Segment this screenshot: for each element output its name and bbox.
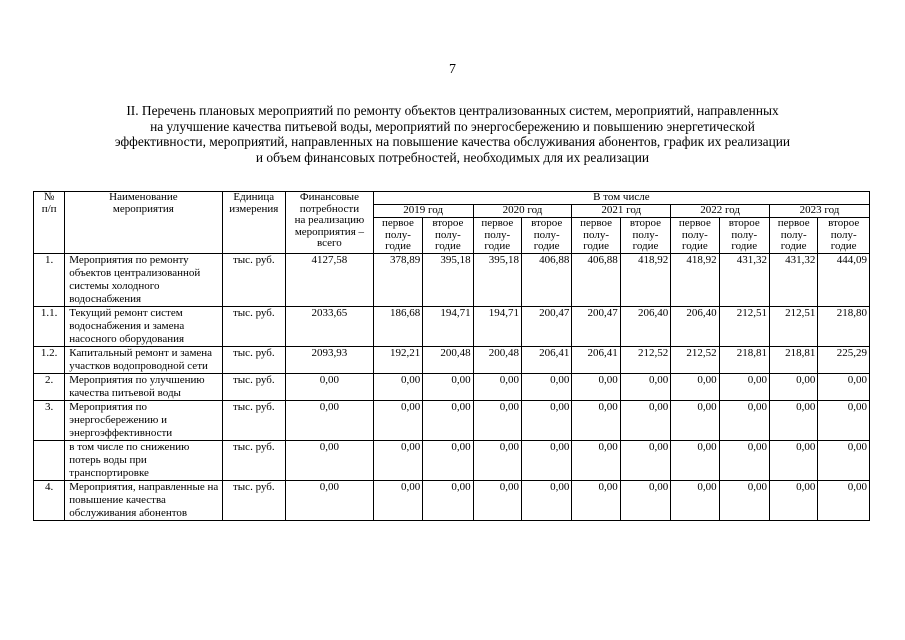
row-value: 212,51 — [719, 306, 769, 346]
including-header: В том числе — [373, 192, 869, 205]
row-value: 0,00 — [769, 400, 817, 440]
row-value: 0,00 — [671, 373, 719, 400]
row-number: 1. — [34, 253, 65, 306]
row-value: 200,48 — [473, 346, 521, 373]
row-value: 0,00 — [423, 400, 473, 440]
row-value: 0,00 — [620, 480, 670, 520]
col-unit-header: Единица измерения — [222, 192, 286, 254]
row-unit: тыс. руб. — [222, 306, 286, 346]
row-value: 418,92 — [620, 253, 670, 306]
row-value: 0,00 — [671, 440, 719, 480]
row-value: 406,88 — [521, 253, 571, 306]
table-body — [34, 253, 870, 520]
row-value: 200,48 — [423, 346, 473, 373]
row-value: 406,88 — [572, 253, 620, 306]
year-header: 2020 год — [473, 205, 572, 218]
row-value: 0,00 — [423, 373, 473, 400]
row-value: 0,00 — [521, 480, 571, 520]
row-number — [34, 440, 65, 480]
row-value: 0,00 — [423, 480, 473, 520]
row-value: 0,00 — [572, 480, 620, 520]
second-half-header: второе полу- годие — [423, 218, 473, 254]
row-value: 0,00 — [818, 400, 870, 440]
row-value: 206,40 — [671, 306, 719, 346]
row-value: 395,18 — [473, 253, 521, 306]
row-total: 2093,93 — [286, 346, 374, 373]
row-value: 206,41 — [572, 346, 620, 373]
row-value: 0,00 — [818, 480, 870, 520]
first-half-header: первое полу- годие — [671, 218, 719, 254]
row-value: 0,00 — [719, 480, 769, 520]
col-num-header: № п/п — [34, 192, 65, 254]
row-name: Текущий ремонт систем водоснабжения и замена насосного оборудования — [65, 306, 222, 346]
section-heading — [60, 103, 845, 165]
row-unit: тыс. руб. — [222, 400, 286, 440]
first-half-header: первое полу- годие — [769, 218, 817, 254]
row-value: 0,00 — [373, 400, 422, 440]
row-value: 0,00 — [572, 400, 620, 440]
row-name: в том числе по снижению потерь воды при транспортировке — [65, 440, 222, 480]
row-value: 0,00 — [373, 480, 422, 520]
measures-table — [33, 191, 870, 521]
second-half-header: второе полу- годие — [521, 218, 571, 254]
table-row — [34, 253, 870, 306]
row-total: 0,00 — [286, 440, 374, 480]
heading-line: II. Перечень плановых мероприятий по ремонту объектов централизованных систем, мероприятий, направленных — [126, 103, 779, 118]
row-number: 2. — [34, 373, 65, 400]
row-value: 0,00 — [521, 400, 571, 440]
table-row — [34, 440, 870, 480]
row-value: 225,29 — [818, 346, 870, 373]
col-finance-header: Финансовые потребности на реализацию мероприятия – всего — [286, 192, 374, 254]
row-total: 2033,65 — [286, 306, 374, 346]
row-name: Капитальный ремонт и замена участков водопроводной сети — [65, 346, 222, 373]
year-header: 2019 год — [373, 205, 473, 218]
row-value: 0,00 — [473, 440, 521, 480]
row-value: 0,00 — [423, 440, 473, 480]
row-value: 192,21 — [373, 346, 422, 373]
row-value: 0,00 — [521, 373, 571, 400]
row-value: 0,00 — [572, 373, 620, 400]
table-row — [34, 306, 870, 346]
row-value: 0,00 — [818, 440, 870, 480]
second-half-header: второе полу- годие — [818, 218, 870, 254]
first-half-header: первое полу- годие — [473, 218, 521, 254]
first-half-header: первое полу- годие — [572, 218, 620, 254]
second-half-header: второе полу- годие — [719, 218, 769, 254]
row-total: 0,00 — [286, 400, 374, 440]
table-row — [34, 373, 870, 400]
table-row — [34, 480, 870, 520]
year-header: 2021 год — [572, 205, 671, 218]
row-unit: тыс. руб. — [222, 373, 286, 400]
row-name: Мероприятия, направленные на повышение качества обслуживания абонентов — [65, 480, 222, 520]
row-unit: тыс. руб. — [222, 253, 286, 306]
row-value: 0,00 — [373, 440, 422, 480]
row-value: 0,00 — [818, 373, 870, 400]
row-unit: тыс. руб. — [222, 480, 286, 520]
second-half-header: второе полу- годие — [620, 218, 670, 254]
row-value: 0,00 — [620, 400, 670, 440]
row-number: 3. — [34, 400, 65, 440]
row-unit: тыс. руб. — [222, 346, 286, 373]
row-name: Мероприятия по энергосбережению и энергоэффективности — [65, 400, 222, 440]
row-value: 395,18 — [423, 253, 473, 306]
heading-line: на улучшение качества питьевой воды, мероприятий по энергосбережению и повышению энергетической — [150, 118, 755, 134]
row-value: 0,00 — [620, 440, 670, 480]
row-value: 0,00 — [620, 373, 670, 400]
col-name-header: Наименование мероприятия — [65, 192, 222, 254]
row-value: 194,71 — [473, 306, 521, 346]
row-value: 0,00 — [671, 480, 719, 520]
row-value: 206,40 — [620, 306, 670, 346]
row-value: 0,00 — [769, 373, 817, 400]
first-half-header: первое полу- годие — [373, 218, 422, 254]
row-value: 206,41 — [521, 346, 571, 373]
row-value: 418,92 — [671, 253, 719, 306]
row-value: 0,00 — [671, 400, 719, 440]
row-unit: тыс. руб. — [222, 440, 286, 480]
row-number: 1.2. — [34, 346, 65, 373]
row-number: 1.1. — [34, 306, 65, 346]
row-value: 212,51 — [769, 306, 817, 346]
row-value: 0,00 — [373, 373, 422, 400]
table-header — [34, 192, 870, 254]
row-name: Мероприятия по ремонту объектов централизованной системы холодного водоснабжения — [65, 253, 222, 306]
row-value: 0,00 — [719, 373, 769, 400]
row-value: 212,52 — [620, 346, 670, 373]
page-number: 7 — [449, 62, 456, 77]
row-value: 194,71 — [423, 306, 473, 346]
year-header: 2022 год — [671, 205, 770, 218]
row-value: 431,32 — [769, 253, 817, 306]
row-value: 0,00 — [719, 440, 769, 480]
row-value: 218,80 — [818, 306, 870, 346]
row-name: Мероприятия по улучшению качества питьевой воды — [65, 373, 222, 400]
row-value: 212,52 — [671, 346, 719, 373]
row-value: 378,89 — [373, 253, 422, 306]
row-value: 0,00 — [719, 400, 769, 440]
row-value: 218,81 — [769, 346, 817, 373]
row-value: 218,81 — [719, 346, 769, 373]
row-value: 0,00 — [521, 440, 571, 480]
row-value: 431,32 — [719, 253, 769, 306]
row-value: 444,09 — [818, 253, 870, 306]
row-number: 4. — [34, 480, 65, 520]
table-row — [34, 400, 870, 440]
row-value: 0,00 — [769, 440, 817, 480]
row-value: 200,47 — [521, 306, 571, 346]
row-total: 0,00 — [286, 480, 374, 520]
row-value: 0,00 — [473, 480, 521, 520]
table-row — [34, 346, 870, 373]
row-value: 186,68 — [373, 306, 422, 346]
row-value: 0,00 — [769, 480, 817, 520]
row-total: 0,00 — [286, 373, 374, 400]
row-value: 0,00 — [572, 440, 620, 480]
heading-line: и объем финансовых потребностей, необходимых для их реализации — [255, 149, 650, 165]
row-value: 0,00 — [473, 400, 521, 440]
row-value: 200,47 — [572, 306, 620, 346]
year-header: 2023 год — [769, 205, 869, 218]
row-total: 4127,58 — [286, 253, 374, 306]
row-value: 0,00 — [473, 373, 521, 400]
heading-line: эффективности, мероприятий, направленных на повышение качества обслуживания абонентов, график их реализации — [114, 134, 791, 149]
